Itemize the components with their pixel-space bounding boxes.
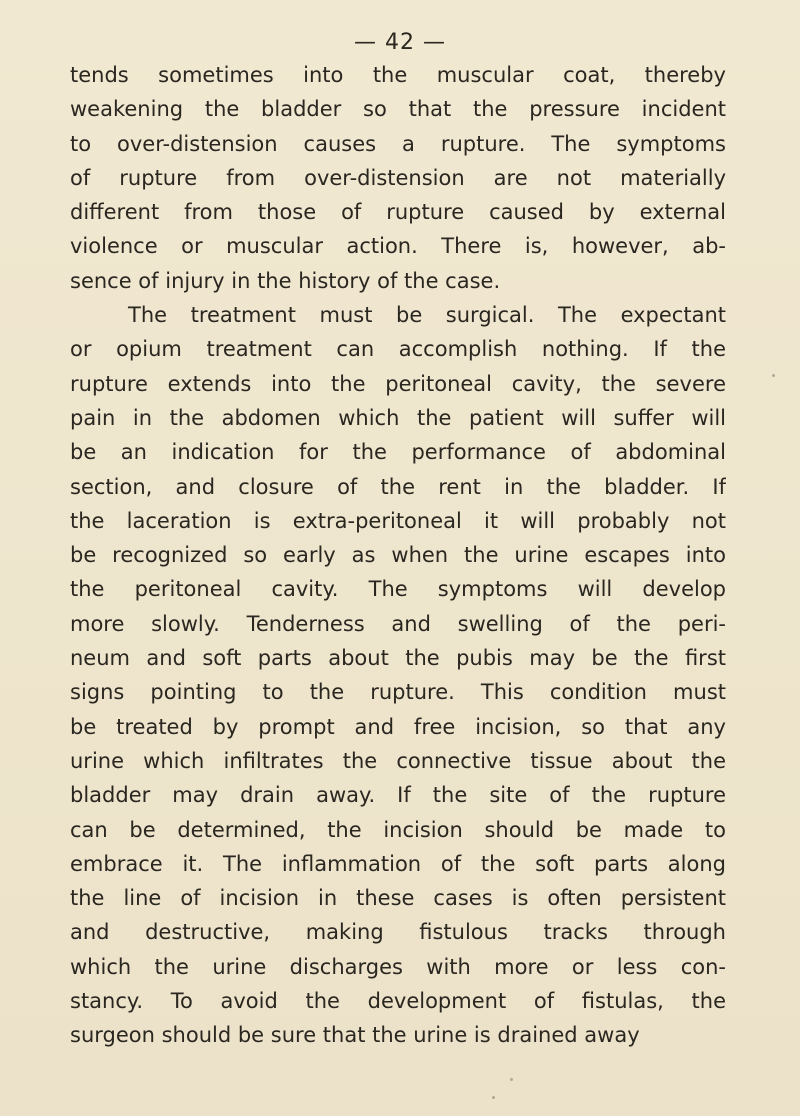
text-line: The treatment must be surgical. The expectant xyxy=(128,303,726,328)
text-line: more slowly. Tenderness and swelling of the peri- xyxy=(70,611,726,636)
text-line: signs pointing to the rupture. This condition must xyxy=(70,680,726,705)
text-line: to over-distension causes a rupture. The symptoms xyxy=(70,131,726,156)
paper-speck xyxy=(772,374,775,377)
text-line: of rupture from over-distension are not materially xyxy=(70,165,726,190)
text-line: bladder may drain away. If the site of the rupture xyxy=(70,783,726,808)
text-line: pain in the abdomen which the patient will suffer will xyxy=(70,405,726,430)
text-line: embrace it. The inflammation of the soft parts along xyxy=(70,851,726,876)
text-line: urine which infiltrates the connective tissue about the xyxy=(70,748,726,773)
text-line: rupture extends into the peritoneal cavity, the severe xyxy=(70,371,726,396)
text-line: be treated by prompt and free incision, so that any xyxy=(70,714,726,739)
text-line: and destructive, making fistulous tracks through xyxy=(70,920,726,945)
text-line: or opium treatment can accomplish nothing. If the xyxy=(70,337,726,362)
text-line: different from those of rupture caused by external xyxy=(70,200,726,225)
page-number: — 42 — xyxy=(354,30,446,55)
text-line: tends sometimes into the muscular coat, thereby xyxy=(70,63,726,87)
text-line: sence of injury in the history of the case. xyxy=(70,268,501,293)
text-line: surgeon should be sure that the urine is drained away xyxy=(70,1023,640,1048)
text-line: neum and soft parts about the pubis may be the first xyxy=(70,646,726,671)
paper-speck xyxy=(492,1096,495,1099)
text-line: stancy. To avoid the development of fistulas, the xyxy=(70,989,726,1014)
text-line: section, and closure of the rent in the bladder. If xyxy=(70,474,726,499)
text-line: be recognized so early as when the urine escapes into xyxy=(70,543,726,568)
text-line: the peritoneal cavity. The symptoms will develop xyxy=(70,577,726,602)
text-line: which the urine discharges with more or less con- xyxy=(70,954,726,979)
text-line: be an indication for the performance of abdominal xyxy=(70,440,726,465)
text-line: weakening the bladder so that the pressure incident xyxy=(70,97,726,122)
text-line: the line of incision in these cases is often persistent xyxy=(70,886,726,911)
text-line: the laceration is extra-peritoneal it will probably not xyxy=(70,508,726,533)
text-line: violence or muscular action. There is, however, ab- xyxy=(70,234,726,259)
text-line: can be determined, the incision should be made to xyxy=(70,817,726,842)
body-text xyxy=(70,58,726,1053)
paper-speck xyxy=(510,1078,513,1081)
